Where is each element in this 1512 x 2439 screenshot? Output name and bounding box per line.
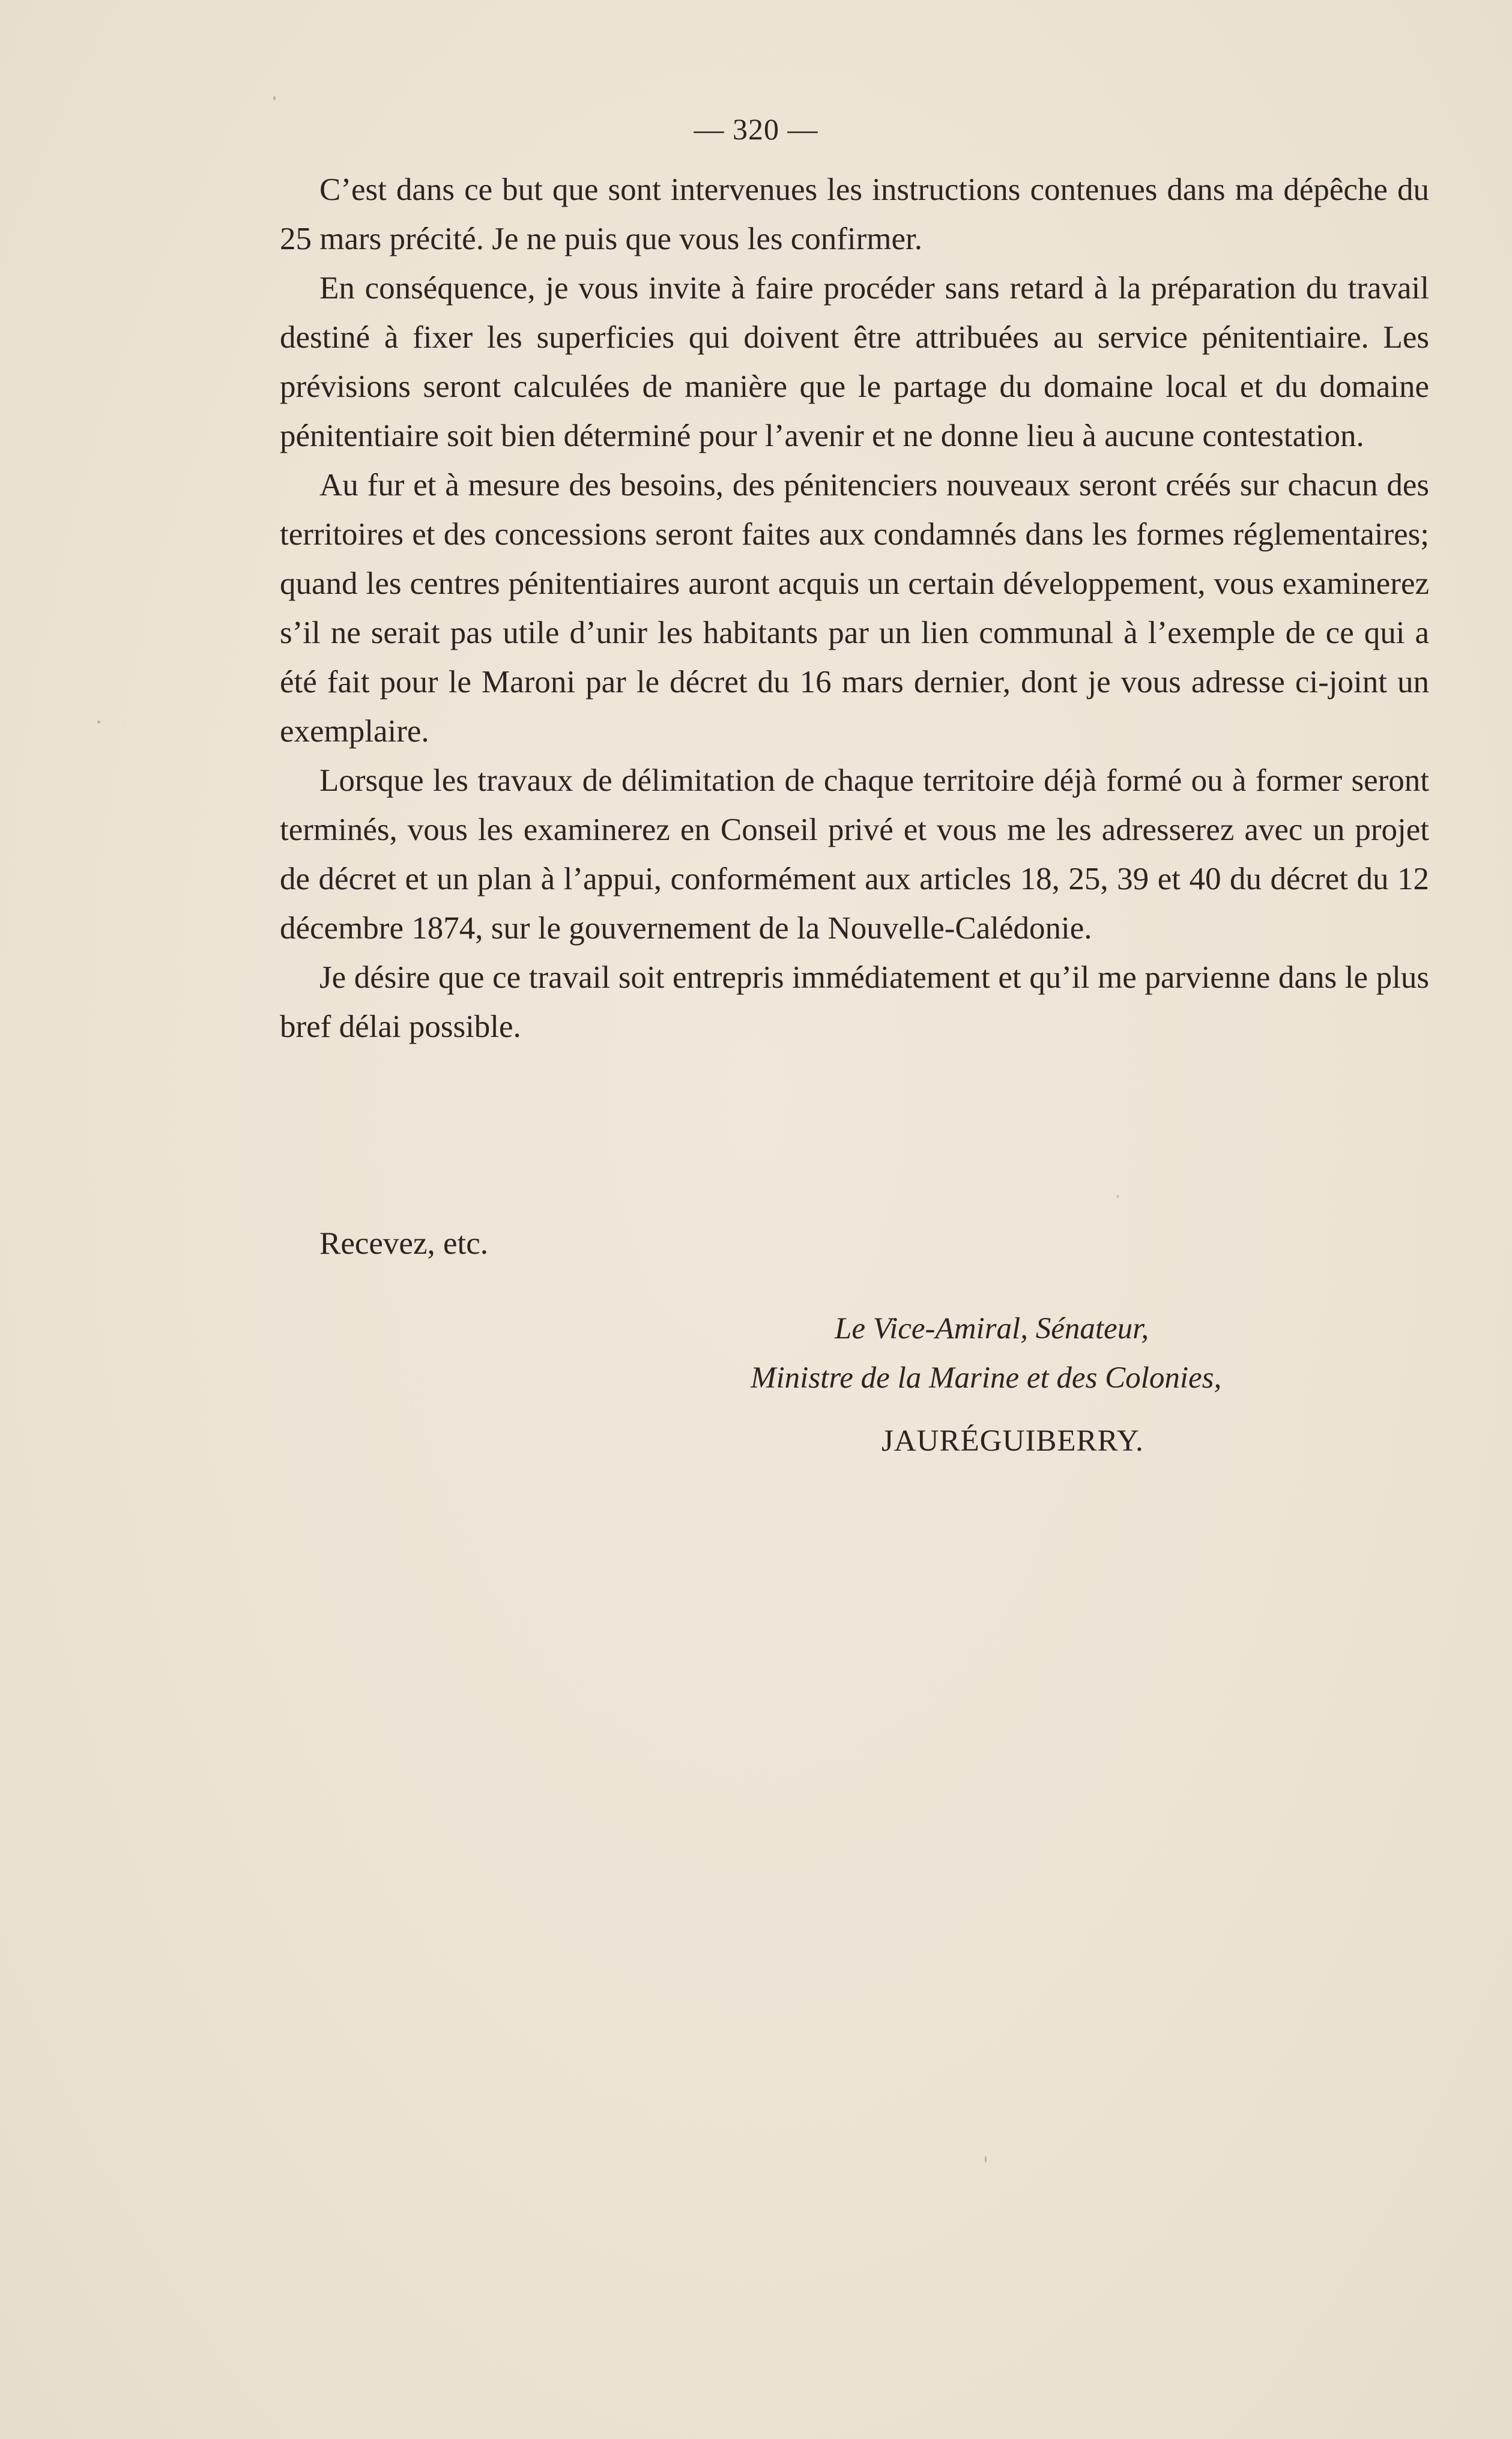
page-number: — 320 — <box>694 112 818 146</box>
paper-speck <box>273 96 276 100</box>
letter-body <box>280 165 1429 1051</box>
paragraph: Au fur et à mesure des besoins, des pénitenciers nouveaux seront créés sur chacun des territoires et des concessions seront faites aux condamnés dans les formes réglementaires; quand les centres pénitentiaires auront acquis un certain développement, vous examinerez s’il ne serait pas utile d’unir les habitants par un lien communal à l’exemple de ce qui a été fait pour le Maroni par le décret du 16 mars dernier, dont je vous adresse ci-joint un exemplaire. <box>280 468 1429 749</box>
closing-formula: Recevez, etc. <box>319 1226 488 1261</box>
paragraph: Lorsque les travaux de délimitation de chaque territoire déjà formé ou à former seront terminés, vous les examinerez en Conseil privé et vous me les adresserez avec un projet de décret et un plan à l’appui, conformément aux articles 18, 25, 39 et 40 du décret du 12 décembre 1874, sur le gouvernement de la Nouvelle-Calédonie. <box>280 763 1429 946</box>
signatory-office: Ministre de la Marine et des Colonies, <box>751 1361 1222 1395</box>
paragraph: En conséquence, je vous invite à faire procéder sans retard à la préparation du travail destiné à fixer les superficies qui doivent être attribuées au service pénitentiaire. Les prévisions seront calculées de manière que le partage du domaine local et du domaine pénitentiaire soit bien déterminé pour l’avenir et ne donne lieu à aucune contestation. <box>280 271 1429 453</box>
paper-speck <box>985 2156 987 2163</box>
paragraph: Je désire que ce travail soit entrepris immédiatement et qu’il me parvienne dans le plus bref délai possible. <box>280 960 1429 1044</box>
paper-speck <box>97 721 100 724</box>
paper-speck <box>1117 1195 1119 1198</box>
signatory-title: Le Vice-Amiral, Sénateur, <box>835 1312 1149 1346</box>
paragraph: C’est dans ce but que sont intervenues les instructions contenues dans ma dépêche du 25 mars précité. Je ne puis que vous les confirmer. <box>280 172 1429 256</box>
signatory-name: JAURÉGUIBERRY. <box>881 1424 1144 1458</box>
